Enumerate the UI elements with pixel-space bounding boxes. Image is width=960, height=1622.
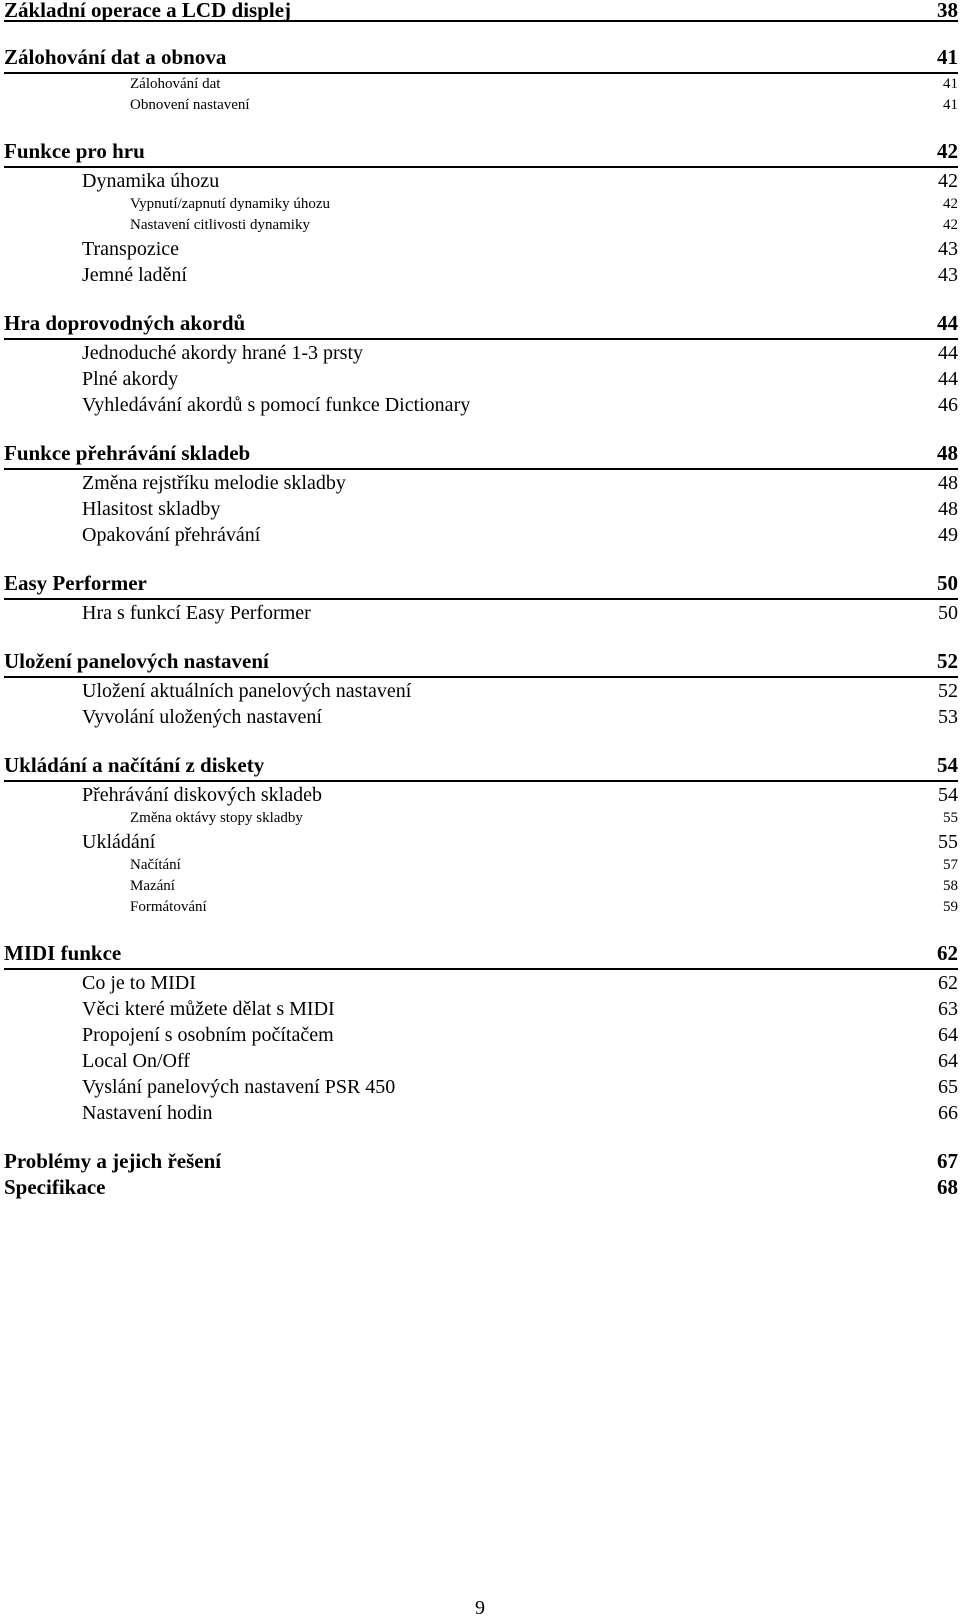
toc-entry-title: Jednoduché akordy hrané 1-3 prsty [82, 342, 364, 364]
toc-subsection-entry[interactable] [4, 600, 958, 626]
toc-entry-title: Uložení panelových nastavení [4, 649, 269, 673]
toc-section-entry[interactable] [4, 46, 958, 74]
page-number: 9 [475, 1597, 485, 1619]
toc-subsection-entry[interactable] [4, 262, 958, 288]
toc-entry-page-number: 50 [937, 571, 958, 595]
toc-entry-page-number: 49 [938, 524, 958, 546]
toc-subsubsection-entry[interactable] [4, 194, 958, 215]
toc-subsubsection-entry[interactable] [4, 855, 958, 876]
toc-entry-page-number: 55 [938, 831, 958, 853]
toc-subsubsection-entry[interactable] [4, 808, 958, 829]
toc-entry-page-number: 43 [938, 264, 958, 286]
toc-subsection-entry[interactable] [4, 996, 958, 1022]
toc-entry-title: Jemné ladění [82, 264, 187, 286]
toc-entry-page-number: 41 [943, 76, 958, 92]
toc-entry-title: Věci které můžete dělat s MIDI [82, 998, 335, 1020]
toc-entry-title: Opakování přehrávání [82, 524, 261, 546]
toc-entry-title: MIDI funkce [4, 941, 122, 965]
toc-entry-page-number: 57 [943, 857, 958, 873]
toc-entry-page-number: 42 [938, 170, 958, 192]
toc-entry-page-number: 52 [937, 649, 958, 673]
toc-entry-page-number: 65 [938, 1076, 958, 1098]
toc-entry-title: Zálohování dat [130, 76, 221, 92]
toc-subsubsection-entry[interactable] [4, 876, 958, 897]
toc-subsection-entry[interactable] [4, 168, 958, 194]
toc-entry-title: Plné akordy [82, 368, 179, 390]
toc-entry-title: Nastavení citlivosti dynamiky [130, 217, 310, 233]
toc-entry-title: Problémy a jejich řešení [4, 1149, 222, 1173]
toc-subsubsection-entry[interactable] [4, 74, 958, 95]
toc-entry-title: Uložení aktuálních panelových nastavení [82, 680, 412, 702]
toc-entry-title: Specifikace [4, 1175, 106, 1199]
toc-entry-title: Vyslání panelových nastavení PSR 450 [82, 1076, 396, 1098]
toc-section-entry[interactable] [4, 572, 958, 600]
toc-subsection-entry[interactable] [4, 236, 958, 262]
toc-entry-title: Hlasitost skladby [82, 498, 221, 520]
toc-entry-page-number: 58 [943, 878, 958, 894]
toc-entry-page-number: 44 [938, 342, 958, 364]
toc-entry-title: Funkce přehrávání skladeb [4, 441, 251, 465]
toc-entry-page-number: 50 [938, 602, 958, 624]
toc-entry-title: Formátování [130, 899, 207, 915]
toc-entry-page-number: 42 [943, 196, 958, 212]
toc-section-entry[interactable] [4, 942, 958, 970]
toc-subsubsection-entry[interactable] [4, 215, 958, 236]
toc-entry-page-number: 44 [937, 311, 958, 335]
toc-entry-page-number: 67 [937, 1149, 958, 1173]
toc-subsection-entry[interactable] [4, 1022, 958, 1048]
toc-entry-page-number: 68 [937, 1175, 958, 1199]
toc-section-entry[interactable] [4, 442, 958, 470]
toc-subsection-entry[interactable] [4, 340, 958, 366]
toc-entry-page-number: 38 [937, 0, 958, 22]
toc-entry-title: Dynamika úhozu [82, 170, 220, 192]
toc-entry-title: Mazání [130, 878, 175, 894]
toc-subsection-entry[interactable] [4, 678, 958, 704]
toc-section-entry[interactable] [4, 0, 958, 22]
toc-subsection-entry[interactable] [4, 392, 958, 418]
toc-entry-page-number: 66 [938, 1102, 958, 1124]
toc-entry-title: Easy Performer [4, 571, 147, 595]
toc-subsection-entry[interactable] [4, 970, 958, 996]
toc-entry-page-number: 53 [938, 706, 958, 728]
toc-section-entry[interactable] [4, 312, 958, 340]
toc-subsection-entry[interactable] [4, 522, 958, 548]
toc-entry-page-number: 41 [937, 45, 958, 69]
toc-entry-title: Ukládání [82, 831, 156, 853]
table-of-contents [4, 0, 958, 1202]
toc-entry-title: Ukládání a načítání z diskety [4, 753, 265, 777]
toc-entry-page-number: 62 [938, 972, 958, 994]
toc-entry-title: Hra doprovodných akordů [4, 311, 246, 335]
toc-entry-title: Nastavení hodin [82, 1102, 213, 1124]
toc-subsection-entry[interactable] [4, 1074, 958, 1100]
toc-subsubsection-entry[interactable] [4, 897, 958, 918]
toc-entry-title: Vyvolání uložených nastavení [82, 706, 322, 728]
toc-entry-page-number: 52 [938, 680, 958, 702]
toc-entry-page-number: 64 [938, 1050, 958, 1072]
toc-subsection-entry[interactable] [4, 496, 958, 522]
toc-entry-title: Propojení s osobním počítačem [82, 1024, 334, 1046]
toc-entry-title: Změna oktávy stopy skladby [130, 810, 303, 826]
toc-entry-title: Obnovení nastavení [130, 97, 250, 113]
toc-entry-title: Funkce pro hru [4, 139, 145, 163]
toc-entry-page-number: 48 [937, 441, 958, 465]
toc-entry-title: Vyhledávání akordů s pomocí funkce Dictionary [82, 394, 471, 416]
toc-entry-page-number: 55 [943, 810, 958, 826]
toc-entry-page-number: 48 [938, 472, 958, 494]
toc-entry-page-number: 46 [938, 394, 958, 416]
toc-entry-title: Změna rejstříku melodie skladby [82, 472, 346, 494]
toc-entry-page-number: 63 [938, 998, 958, 1020]
toc-entry-page-number: 54 [937, 753, 958, 777]
toc-entry-title: Zálohování dat a obnova [4, 45, 227, 69]
toc-entry-page-number: 64 [938, 1024, 958, 1046]
toc-subsection-entry[interactable] [4, 704, 958, 730]
toc-entry-title: Načítání [130, 857, 181, 873]
toc-subsection-entry[interactable] [4, 829, 958, 855]
toc-entry-page-number: 44 [938, 368, 958, 390]
toc-entry-title: Local On/Off [82, 1050, 190, 1072]
toc-subsection-entry[interactable] [4, 1100, 958, 1126]
toc-subsection-entry[interactable] [4, 470, 958, 496]
toc-section-entry[interactable] [4, 1176, 958, 1202]
toc-subsubsection-entry[interactable] [4, 95, 958, 116]
toc-subsection-entry[interactable] [4, 1048, 958, 1074]
toc-entry-page-number: 62 [937, 941, 958, 965]
toc-entry-page-number: 42 [937, 139, 958, 163]
toc-section-entry[interactable] [4, 140, 958, 168]
toc-entry-page-number: 42 [943, 217, 958, 233]
toc-entry-title: Hra s funkcí Easy Performer [82, 602, 311, 624]
toc-subsection-entry[interactable] [4, 366, 958, 392]
toc-entry-title: Základní operace a LCD displej [4, 0, 292, 22]
toc-entry-page-number: 41 [943, 97, 958, 113]
toc-entry-title: Vypnutí/zapnutí dynamiky úhozu [130, 196, 330, 212]
toc-entry-title: Transpozice [82, 238, 180, 260]
toc-section-entry[interactable] [4, 650, 958, 678]
toc-entry-title: Přehrávání diskových skladeb [82, 784, 322, 806]
toc-entry-page-number: 48 [938, 498, 958, 520]
toc-entry-title: Co je to MIDI [82, 972, 196, 994]
toc-entry-page-number: 43 [938, 238, 958, 260]
toc-section-entry[interactable] [4, 754, 958, 782]
toc-subsection-entry[interactable] [4, 782, 958, 808]
toc-entry-page-number: 54 [938, 784, 958, 806]
toc-section-entry[interactable] [4, 1150, 958, 1176]
toc-entry-page-number: 59 [943, 899, 958, 915]
